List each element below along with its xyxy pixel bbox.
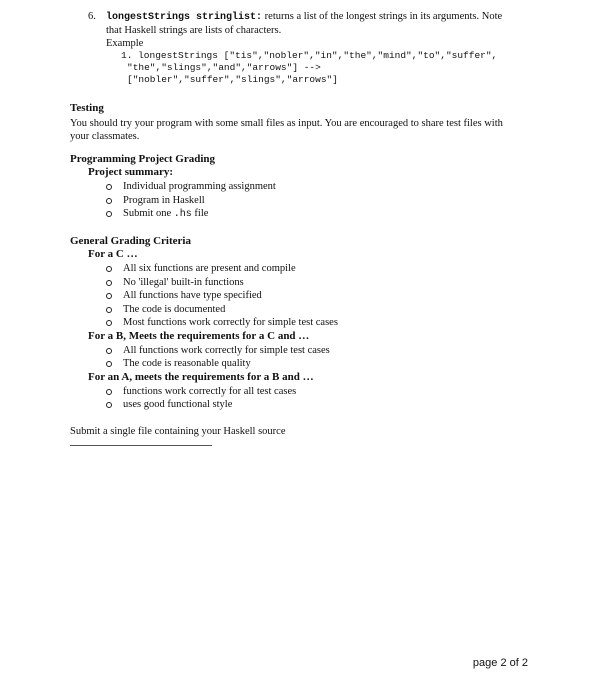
grade-b-heading: For a B, Meets the requirements for a C and … xyxy=(88,329,310,342)
example-code-line: 1. longestStrings ["tis","nobler","in","the","mind","to","suffer", xyxy=(121,50,498,61)
item-number: 6. xyxy=(88,11,96,22)
testing-paragraph xyxy=(70,117,530,143)
grade-c-heading: For a C … xyxy=(88,248,138,260)
list-item xyxy=(70,316,540,330)
example-label: Example xyxy=(106,38,144,49)
item-6-first-line xyxy=(88,10,538,24)
page-separator: of xyxy=(506,657,522,669)
list-item xyxy=(70,180,530,194)
testing-heading: Testing xyxy=(70,102,104,114)
bullet-icon xyxy=(106,320,112,326)
list-item xyxy=(70,276,540,290)
grade-b-list xyxy=(70,344,540,371)
list-item-text: Most functions work correctly for simple test cases xyxy=(123,317,338,328)
bullet-icon xyxy=(106,402,112,408)
bullet-icon xyxy=(106,184,112,190)
list-item-text: file xyxy=(191,208,209,219)
list-item-text: functions work correctly for all test cases xyxy=(123,385,297,397)
list-item-text: All functions work correctly for simple test cases xyxy=(123,344,330,356)
grade-c-list xyxy=(70,262,540,330)
list-item-text: No 'illegal' built-in functions xyxy=(123,276,244,288)
list-item-text: All functions have type specified xyxy=(123,290,262,301)
testing-line: You should try your program with some small files as input. You are encouraged to share test files with xyxy=(70,118,503,129)
bullet-icon xyxy=(106,198,112,204)
list-item xyxy=(70,207,530,221)
list-item xyxy=(70,357,540,371)
testing-line: your classmates. xyxy=(70,131,140,142)
example-code-line: ["nobler","suffer","slings","arrows"] xyxy=(127,74,338,85)
list-item-text: All six functions are present and compile xyxy=(123,263,296,274)
summary-heading: Project summary: xyxy=(88,166,174,178)
bullet-icon xyxy=(106,361,112,367)
page-current: 2 xyxy=(500,657,507,669)
list-item xyxy=(70,344,540,358)
footnote-divider xyxy=(70,445,212,446)
item-6 xyxy=(88,10,538,86)
grading-heading: Programming Project Grading xyxy=(70,153,216,165)
page-total: 2 xyxy=(521,657,528,669)
testing-section xyxy=(70,102,530,143)
list-item xyxy=(70,289,540,303)
list-item-text: The code is reasonable quality xyxy=(123,358,251,369)
submit-instruction: Submit a single file containing your Haskell source xyxy=(70,426,286,437)
list-item-text: Submit one xyxy=(123,208,174,219)
list-item-text: Program in Haskell xyxy=(123,194,205,206)
list-item-text: The code is documented xyxy=(123,303,226,315)
summary-list xyxy=(70,180,530,221)
list-item xyxy=(70,303,540,317)
list-item-text: Individual programming assignment xyxy=(123,181,276,192)
bullet-icon xyxy=(106,211,112,217)
bullet-icon xyxy=(106,307,112,313)
list-item xyxy=(70,398,540,412)
grade-a-heading: For an A, meets the requirements for a B and … xyxy=(88,370,314,383)
bullet-icon xyxy=(106,389,112,395)
function-signature: longestStrings stringlist: xyxy=(106,12,263,23)
bullet-icon xyxy=(106,348,112,354)
list-item-text: uses good functional style xyxy=(123,399,233,410)
item-description-continued: that Haskell strings are lists of characters. xyxy=(106,25,282,36)
page-number xyxy=(473,657,528,670)
bullet-icon xyxy=(106,280,112,286)
criteria-heading: General Grading Criteria xyxy=(70,235,191,247)
criteria-section xyxy=(70,235,540,412)
item-description: returns a list of the longest strings in its arguments. Note xyxy=(262,11,503,22)
example-code-line: "the","slings","and","arrows"] --> xyxy=(127,62,321,73)
grade-a-list xyxy=(70,385,540,412)
bullet-icon xyxy=(106,293,112,299)
grading-section xyxy=(70,153,530,221)
list-item xyxy=(70,262,540,276)
list-item xyxy=(70,194,530,208)
file-extension-code: .hs xyxy=(173,209,192,220)
bullet-icon xyxy=(106,266,112,272)
page-prefix: page xyxy=(472,657,501,669)
list-item xyxy=(70,385,540,399)
